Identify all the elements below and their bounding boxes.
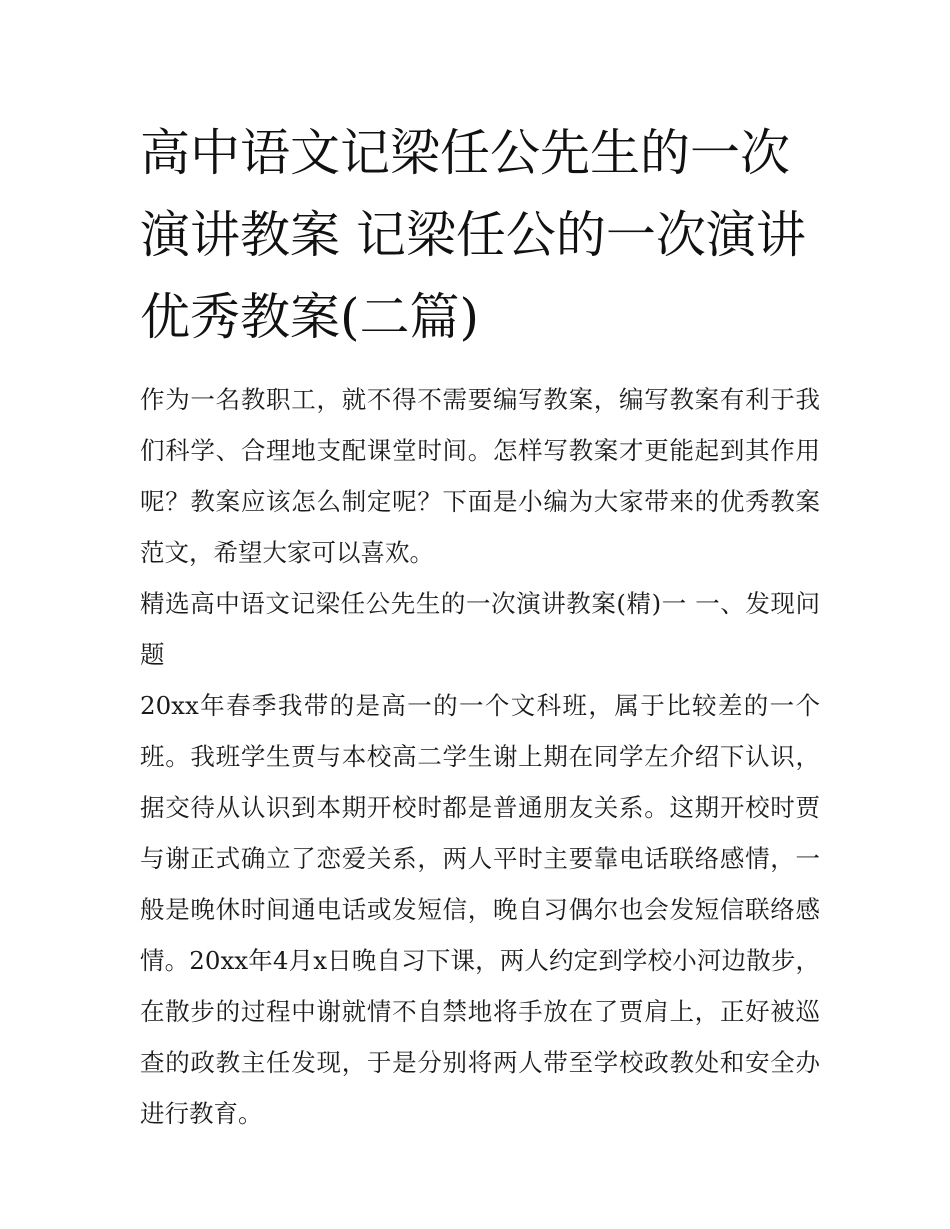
title-line: 演讲教案 记梁任公的一次演讲 — [140, 206, 806, 264]
intro-paragraph: 作为一名教职工，就不得不需要编写教案，编写教案有利于我们科学、合理地支配课堂时间。怎样写教案才更能起到其作用呢？教案应该怎么制定呢？下面是小编为大家带来的优秀教案范文，希望大家可以喜欢。 — [140, 385, 820, 567]
document-page — [140, 112, 820, 1139]
document-title — [140, 112, 820, 358]
body-paragraph: 20xx年春季我带的是高一的一个文科班，属于比较差的一个班。我班学生贾与本校高二学生谢上期在同学左介绍下认识，据交待从认识到本期开校时都是普通朋友关系。这期开校时贾与谢正式确立了恋爱关系，两人平时主要靠电话联络感情，一般是晚休时间通电话或发短信，晚自习偶尔也会发短信联络感情。20xx年4月x日晚自习下课，两人约定到学校小河边散步，在散步的过程中谢就情不自禁地将手放在了贾肩上，正好被巡查的政教主任发现，于是分别将两人带至学校政教处和安全办进行教育。 — [140, 691, 820, 1128]
section-heading-paragraph: 精选高中语文记梁任公先生的一次演讲教案(精)一 一、发现问题 — [140, 589, 820, 669]
title-line: 高中语文记梁任公先生的一次 — [140, 124, 790, 182]
title-line: 优秀教案(二篇) — [140, 288, 480, 346]
